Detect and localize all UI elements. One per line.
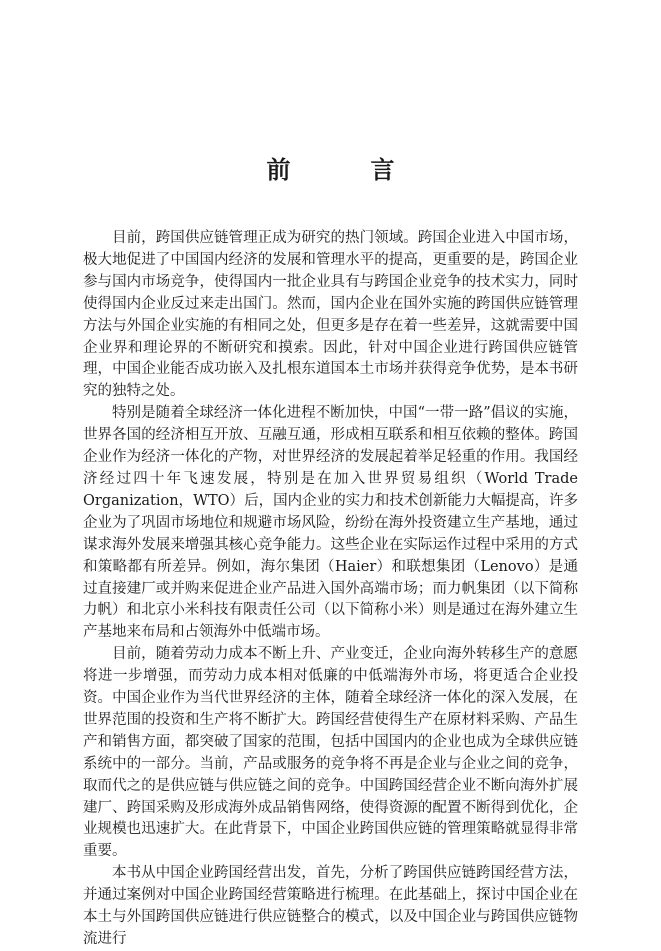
- body-text: [83, 228, 578, 951]
- paragraph-4: 本书从中国企业跨国经营出发，首先，分析了跨国供应链跨国经营方法，并通过案例对中国企业跨国经营策略进行梳理。在此基础上，探讨中国企业在本土与外国跨国供应链进行供应链整合的模式，以及中国企业与跨国供应链物流进行: [83, 865, 578, 947]
- paragraph-2: 特别是随着全球经济一体化进程不断加快，中国“一带一路”倡议的实施，世界各国的经济相互开放、互融互通，形成相互联系和相互依赖的整体。跨国企业作为经济一体化的产物，对世界经济的发展起着举足轻重的作用。我国经济经过四十年飞速发展，特别是在加入世界贸易组织（World Trade Organization，WTO）后，国内企业的实力和技术创新能力大幅提高，许多企业为了巩固市场地位和规避市场风险，纷纷在海外投资建立生产基地，通过谋求海外发展来增强其核心竞争能力。这些企业在实际运作过程中采用的方式和策略都有所差异。例如，海尔集团（Haier）和联想集团（Lenovo）是通过直接建厂或并购来促进企业产品进入国外高端市场；而力帆集团（以下简称力帆）和北京小米科技有限责任公司（以下简称小米）则是通过在海外建立生产基地来布局和占领海外中低端市场。: [83, 405, 578, 641]
- page-title: 前 言: [266, 155, 423, 184]
- paragraph-3: 目前，随着劳动力成本不断上升、产业变迁，企业向海外转移生产的意愿将进一步增强，而劳动力成本相对低廉的中低端海外市场，将更适合企业投资。中国企业作为当代世界经济的主体，随着全球经济一体化的深入发展，在世界范围的投资和生产将不断扩大。跨国经营使得生产在原材料采购、产品生产和销售方面，都突破了国家的范围，包括中国国内的企业也成为全球供应链系统中的一部分。当前，产品或服务的竞争将不再是企业与企业之间的竞争，取而代之的是供应链与供应链之间的竞争。中国跨国经营企业不断向海外扩展建厂、跨国采购及形成海外成品销售网络，使得资源的配置不断得到优化，企业规模也迅速扩大。在此背景下，中国企业跨国供应链的管理策略就显得非常重要。: [83, 646, 578, 860]
- paragraph-1: 目前，跨国供应链管理正成为研究的热门领域。跨国企业进入中国市场，极大地促进了中国国内经济的发展和管理水平的提高，更重要的是，跨国企业参与国内市场竞争，使得国内一批企业具有与跨国企业竞争的技术实力，同时使得国内企业反过来走出国门。然而，国内企业在国外实施的跨国供应链管理方法与外国企业实施的有相同之处，但更多是存在着一些差异，这就需要中国企业界和理论界的不断研究和摸索。因此，针对中国企业进行跨国供应链管理，中国企业能否成功嵌入及扎根东道国本土市场并获得竞争优势，是本书研究的独特之处。: [83, 230, 578, 400]
